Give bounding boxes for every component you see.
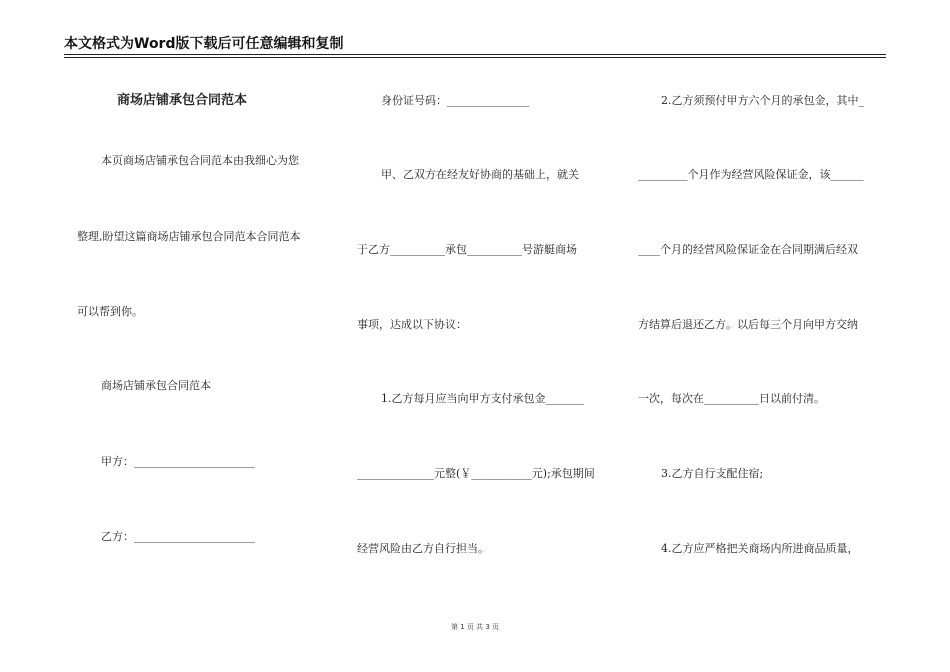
clause-3-line: 3.乙方自行支配住宿; bbox=[661, 467, 764, 480]
clause-2-line: 2.乙方须预付甲方六个月的承包金，其中_ bbox=[661, 94, 864, 107]
page-footer: 第 1 页 共 3 页 bbox=[450, 623, 500, 631]
clause-4-line: 4.乙方应严格把关商场内所进商品质量， bbox=[661, 542, 859, 555]
paragraph-line: ____个月的经营风险保证金在合同期满后经双 bbox=[638, 243, 858, 256]
paragraph-line: _________个月作为经营风险保证金，该______ bbox=[638, 168, 864, 181]
id-number-line: 身份证号码：_______________ bbox=[381, 94, 530, 107]
paragraph-line: 事项，达成以下协议： bbox=[357, 318, 467, 331]
paragraph-line: 方结算后退还乙方。以后每三个月向甲方交纳 bbox=[638, 318, 858, 331]
contract-title: 商场店铺承包合同范本 bbox=[117, 93, 248, 108]
header-rule-bottom bbox=[64, 57, 886, 58]
section-heading: 商场店铺承包合同范本 bbox=[101, 379, 211, 392]
header-rule-top bbox=[64, 54, 886, 55]
paragraph-line: 本页商场店铺承包合同范本由我细心为您 bbox=[101, 154, 299, 167]
paragraph-line: 甲、乙双方在经友好协商的基础上，就关 bbox=[381, 168, 579, 181]
paragraph-line: 一次，每次在__________日以前付清。 bbox=[638, 392, 825, 405]
party-a-line: 甲方：______________________ bbox=[101, 455, 255, 468]
clause-1-line: 1.乙方每月应当向甲方支付承包金_______ bbox=[381, 392, 584, 405]
paragraph-line: 整理,盼望这篇商场店铺承包合同范本合同范本 bbox=[77, 230, 301, 243]
document-header: 本文格式为Word版下载后可任意编辑和复制 bbox=[64, 36, 344, 52]
paragraph-line: 于乙方__________承包__________号游艇商场 bbox=[357, 243, 577, 256]
party-b-line: 乙方：______________________ bbox=[101, 530, 255, 543]
paragraph-line: ______________元整(￥___________元);承包期间 bbox=[357, 467, 595, 480]
paragraph-line: 经营风险由乙方自行担当。 bbox=[357, 542, 489, 555]
paragraph-line: 可以帮到你。 bbox=[77, 305, 143, 318]
